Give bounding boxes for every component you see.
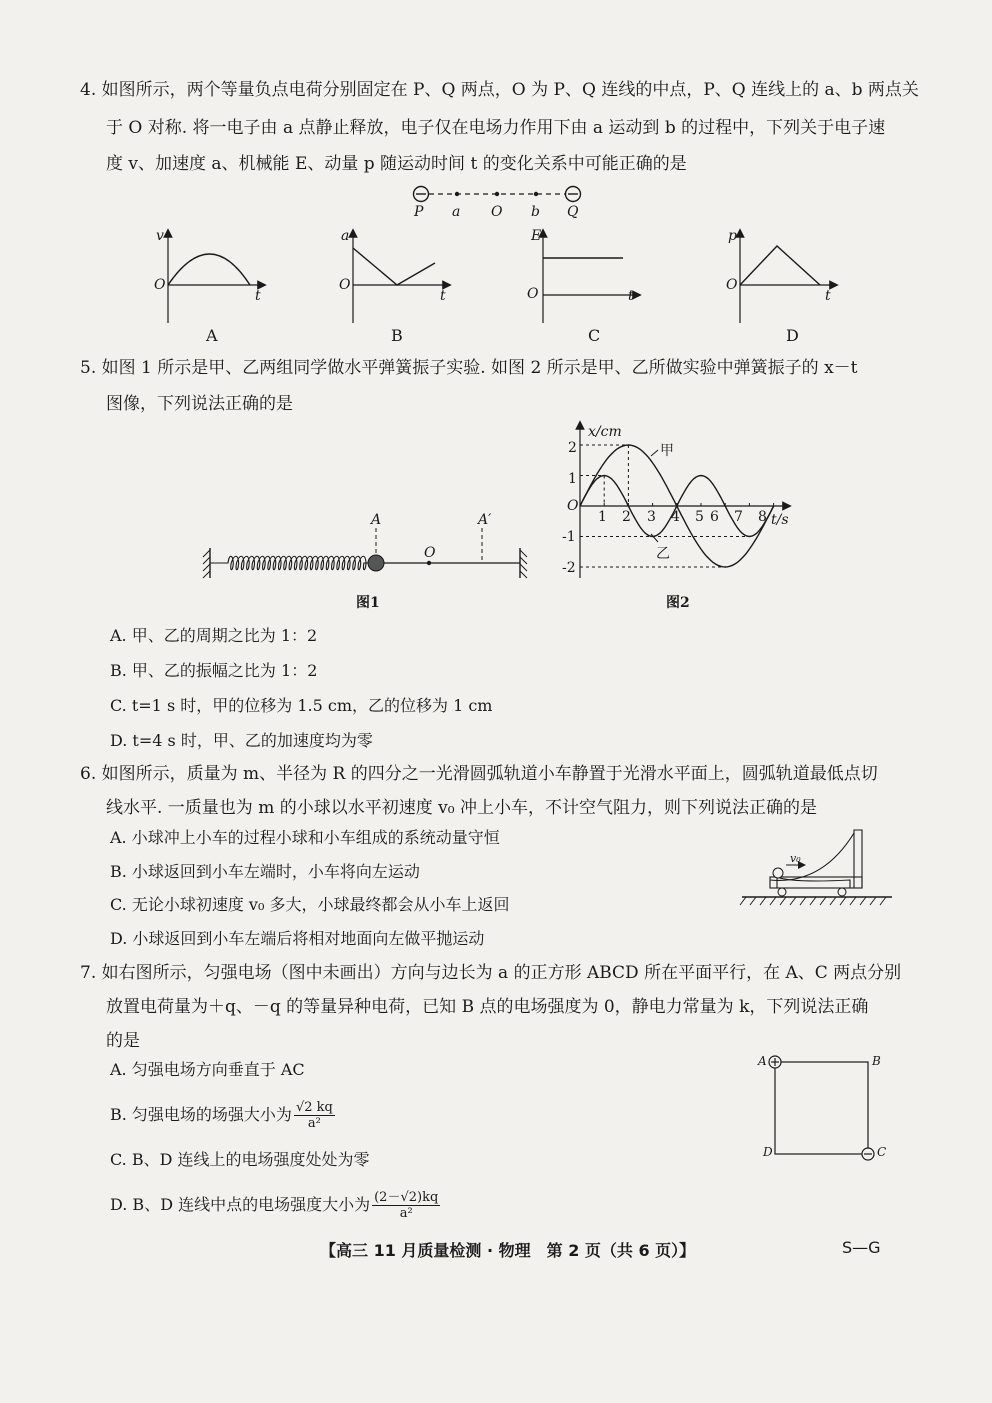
q5-option-b: B. 甲、乙的振幅之比为 1：2 [110, 661, 318, 680]
q4-graph-c-ylabel: E [531, 228, 542, 244]
q7-option-b-denominator: a² [307, 1116, 321, 1131]
q7-vertex-a: A [758, 1054, 767, 1068]
q5-fig2-series-jia: 甲 [660, 443, 674, 459]
q7-stem-line3: 的是 [106, 1031, 140, 1051]
q6-stem-line1: 6. 如图所示，质量为 m、半径为 R 的四分之一光滑圆弧轨道小车静置于光滑水平面上，圆弧轨道最低点切 [80, 764, 878, 784]
q6-option-b: B. 小球返回到小车左端时，小车将向左运动 [110, 862, 420, 881]
q5-fig2-xtick-7: 7 [734, 509, 743, 525]
q5-fig2-origin: O [567, 498, 579, 514]
q7-option-d-text: D. B、D 连线中点的电场强度大小为 [110, 1195, 371, 1214]
q7-stem-line2: 放置电荷量为＋q、－q 的等量异种电荷，已知 B 点的电场强度为 0，静电力常量为 k，下列说法正确 [106, 997, 869, 1017]
q7-option-a: A. 匀强电场方向垂直于 AC [110, 1060, 305, 1079]
q5-fig1-caption: 图1 [356, 595, 380, 611]
q5-fig2-caption: 图2 [666, 595, 690, 611]
q4-graph-a-label: A [206, 326, 218, 345]
q4-point-b: b [531, 204, 540, 220]
q4-graph-c-label: C [588, 326, 601, 345]
q4-graph-d-origin: O [726, 277, 738, 293]
q5-fig2-series-yi: 乙 [656, 546, 670, 562]
q7-option-b-numerator: √2 kq [295, 1100, 333, 1115]
q7-vertex-b: B [872, 1054, 881, 1068]
q4-graph-a [150, 228, 270, 328]
q5-fig2-chart [555, 420, 805, 580]
q7-option-d [110, 1190, 440, 1221]
q7-square-figure [760, 1052, 880, 1162]
q5-fig2-ytick-m2: -2 [562, 560, 576, 576]
q5-fig2-xtick-3: 3 [647, 509, 656, 525]
q5-option-a: A. 甲、乙的周期之比为 1：2 [110, 626, 318, 645]
q6-option-a: A. 小球冲上小车的过程小球和小车组成的系统动量守恒 [110, 828, 500, 847]
q7-stem-line1: 7. 如右图所示，匀强电场（图中未画出）方向与边长为 a 的正方形 ABCD 所在平面平行，在 A、C 两点分别 [80, 963, 902, 983]
q6-stem-line2: 线水平. 一质量也为 m 的小球以水平初速度 v₀ 冲上小车，不计空气阻力，则下列说法正确的是 [106, 798, 817, 818]
q4-graph-b-ylabel: a [341, 228, 350, 244]
q5-stem-line2: 图像，下列说法正确的是 [106, 394, 293, 414]
q4-point-q: Q [567, 204, 579, 220]
q4-point-a: a [452, 204, 461, 220]
q6-option-d: D. 小球返回到小车左端后将相对地面向左做平抛运动 [110, 929, 485, 948]
q5-fig2-ylabel: x/cm [588, 424, 622, 440]
page-footer: 【高三 11 月质量检测 · 物理 第 2 页（共 6 页）】 [320, 1241, 696, 1260]
q5-fig2-xtick-8: 8 [758, 509, 767, 525]
q5-fig1-label-a-prime: A′ [478, 512, 492, 528]
q4-graph-b-xlabel: t [440, 288, 446, 304]
q4-point-p: P [414, 204, 424, 220]
q4-stem-line3: 度 v、加速度 a、机械能 E、动量 p 随运动时间 t 的变化关系中可能正确的是 [106, 154, 687, 174]
series-jia-pointer [651, 450, 658, 456]
q5-fig2-ytick-m1: -1 [562, 529, 576, 545]
q6-v0-label: v₀ [790, 852, 801, 865]
q7-vertex-c: C [877, 1145, 887, 1159]
q4-graph-b-label: B [391, 326, 403, 345]
q7-option-b-text: B. 匀强电场的场强大小为 [110, 1105, 292, 1124]
q7-option-d-denominator: a² [399, 1206, 413, 1221]
q4-graph-c-xlabel: t [628, 288, 634, 304]
q4-graph-d-xlabel: t [825, 288, 831, 304]
paper-code: S—G [842, 1238, 881, 1257]
q5-option-d: D. t=4 s 时，甲、乙的加速度均为零 [110, 731, 373, 750]
q4-graph-d [722, 228, 842, 328]
q4-graph-a-xlabel: t [255, 288, 261, 304]
q4-stem-line1: 4. 如图所示，两个等量负点电荷分别固定在 P、Q 两点，O 为 P、Q 连线的中点，P、Q 连线上的 a、b 两点关 [80, 80, 919, 100]
q5-fig2-xtick-4: 4 [671, 509, 680, 525]
q5-fig2-xtick-1: 1 [598, 509, 607, 525]
q5-fig2-ytick-2: 2 [568, 440, 577, 456]
q4-graph-a-origin: O [154, 277, 166, 293]
q4-graph-b-origin: O [339, 277, 351, 293]
q7-option-b [110, 1100, 335, 1131]
q5-fig2-ytick-1: 1 [568, 471, 577, 487]
q5-fig2-xlabel: t/s [771, 512, 789, 528]
q7-option-c: C. B、D 连线上的电场强度处处为零 [110, 1150, 370, 1169]
q4-graph-c-origin: O [527, 286, 539, 302]
q5-fig2-xtick-5: 5 [695, 509, 704, 525]
q4-graph-a-ylabel: v [156, 228, 164, 244]
q5-fig1-label-o: O [424, 545, 436, 561]
q6-cart-figure [742, 825, 902, 910]
q7-option-d-numerator: (2－√2)kq [374, 1190, 439, 1205]
q4-graph-b [335, 228, 455, 328]
q4-stem-line2: 于 O 对称. 将一电子由 a 点静止释放，电子仅在电场力作用下由 a 运动到 b 的过程中，下列关于电子速 [106, 118, 886, 138]
q4-graph-d-ylabel: p [728, 228, 737, 244]
q5-stem-line1: 5. 如图 1 所示是甲、乙两组同学做水平弹簧振子实验. 如图 2 所示是甲、乙所做实验中弹簧振子的 x－t [80, 358, 858, 378]
q5-option-c: C. t=1 s 时，甲的位移为 1.5 cm，乙的位移为 1 cm [110, 696, 493, 715]
q5-fig2-xtick-6: 6 [710, 509, 719, 525]
q6-option-c: C. 无论小球初速度 v₀ 多大，小球最终都会从小车上返回 [110, 895, 510, 914]
q5-fig1-label-a: A [371, 512, 382, 528]
q4-graph-c [525, 228, 645, 328]
q5-fig2-xtick-2: 2 [622, 509, 631, 525]
q4-graph-d-label: D [786, 326, 799, 345]
q4-point-o: O [491, 204, 503, 220]
q7-option-d-fraction [372, 1190, 440, 1221]
q7-option-b-fraction [294, 1100, 335, 1131]
q7-vertex-d: D [763, 1145, 773, 1159]
